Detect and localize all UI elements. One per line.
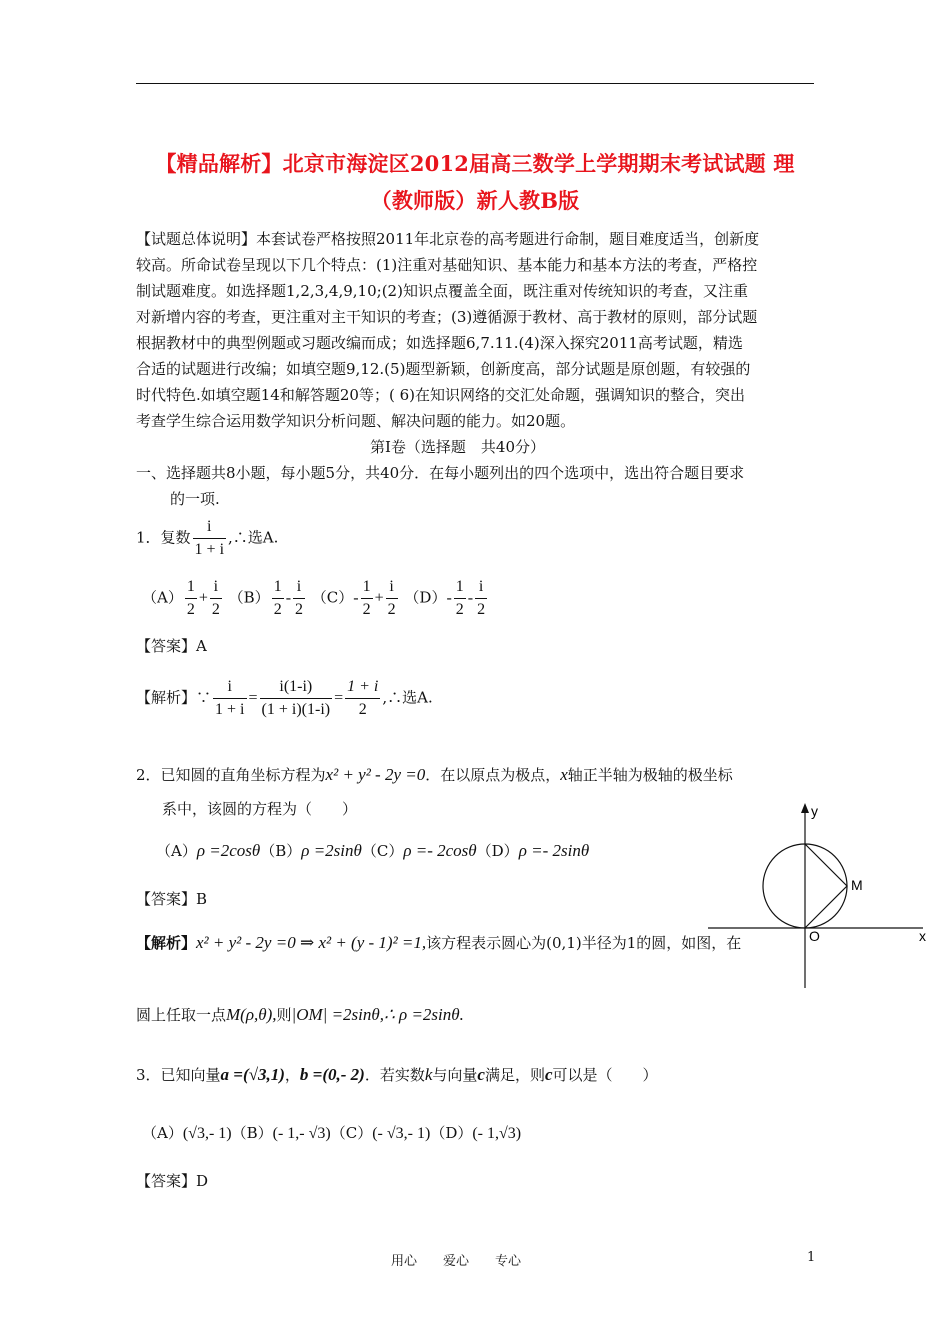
question-2-analysis: 【解析】x² + y² - 2y =0 ⇒ x² + (y - 1)² =1,该方程表示圆心为(0,1)半径为1的圆，如图，在 bbox=[136, 933, 742, 952]
intro-line: 较高。所命试卷呈现以下几个特点：(1)注重对基础知识、基本能力和基本方法的考查，严格控 bbox=[136, 256, 758, 274]
y-label: y bbox=[811, 803, 818, 819]
page-number: 1 bbox=[807, 1250, 816, 1265]
header-rule bbox=[136, 83, 814, 84]
question-2-analysis-cont: 圆上任取一点M(ρ,θ),则|OM| =2sinθ,∴ ρ =2sinθ. bbox=[136, 1005, 464, 1024]
m-label: M bbox=[851, 877, 863, 893]
question-1-options: （A） $\frac{1}{2}$ + $\frac{i}{2}$ （B） $\frac{1}{2}$ - $\frac{i}{2}$ （C）- $\frac{1}{2}$ + $\frac{i}{2}$ （D）- $\frac{1}{2}$ - $\frac{i}{2}$ bbox=[142, 578, 486, 618]
x-label: x bbox=[919, 928, 926, 944]
circle-diagram bbox=[708, 800, 938, 990]
question-2-answer: 【答案】B bbox=[136, 890, 208, 908]
page-title-line-2: （教师版）新人教B版 bbox=[370, 188, 580, 213]
y-axis-arrow bbox=[801, 803, 809, 813]
footer-slogan: 用心 爱心 专心 bbox=[391, 1254, 522, 1269]
intro-line: 对新增内容的考查，更注重对主干知识的考查；(3)遵循源于教材、高于教材的原则，部分试题 bbox=[136, 308, 758, 326]
part-heading: 一、选择题共8小题，每小题5分，共40分．在每小题列出的四个选项中，选出符合题目要求 bbox=[136, 464, 745, 482]
question-1-stem: 1．复数 $\frac{i}{1 + i}$ ,∴选A. bbox=[136, 516, 278, 561]
question-3-answer: 【答案】D bbox=[136, 1172, 209, 1190]
intro-line: 【试题总体说明】本套试卷严格按照2011年北京卷的高考题进行命制，题目难度适当，创新度 bbox=[136, 230, 760, 248]
intro-line: 合适的试题进行改编；如填空题9,12.(5)题型新颖，创新度高，部分试题是原创题，有较强的 bbox=[136, 360, 751, 378]
chord-om bbox=[805, 844, 847, 928]
part-heading-cont: 的一项. bbox=[170, 490, 220, 508]
intro-line: 制试题难度。如选择题1,2,3,4,9,10;(2)知识点覆盖全面，既注重对传统知识的考查，又注重 bbox=[136, 282, 748, 300]
intro-line: 根据教材中的典型例题或习题改编而成；如选择题6,7.11.(4)深入探究2011高考试题，精选 bbox=[136, 334, 743, 352]
o-label: O bbox=[809, 928, 820, 944]
page-title-line-1: 【精品解析】北京市海淀区2012届高三数学上学期期末考试试题 理 bbox=[155, 151, 795, 176]
fraction: $\frac{i}{1 + i}$ bbox=[194, 518, 225, 558]
question-2-stem-cont: 系中，该圆的方程为（ ） bbox=[162, 800, 358, 818]
question-1-analysis: 【解析】∵ $\frac{i}{1 + i}$ = $\frac{i(1-i)}{(1 + i)(1-i)}$ = $\frac{1 + i}{2}$ ,∴选A. bbox=[136, 678, 433, 718]
intro-line: 时代特色.如填空题14和解答题20等；( 6)在知识网络的交汇处命题，强调知识的整合，突出 bbox=[136, 386, 745, 404]
section-title: 第Ⅰ卷（选择题 共40分） bbox=[370, 438, 546, 456]
question-3-stem: 3．已知向量a =(√3,1)，b =(0,- 2)．若实数k与向量c满足，则c可以是（ ） bbox=[136, 1065, 658, 1084]
question-3-options: （A）(√3,- 1)（B）(- 1,- √3)（C）(- √3,- 1)（D）(- 1,√3) bbox=[142, 1124, 522, 1142]
question-1-answer: 【答案】A bbox=[136, 637, 207, 655]
question-2-stem: 2．已知圆的直角坐标方程为x² + y² - 2y =0．在以原点为极点，x轴正半轴为极轴的极坐标 bbox=[136, 765, 733, 784]
intro-line: 考查学生综合运用数学知识分析问题、解决问题的能力。如20题。 bbox=[136, 412, 576, 430]
question-2-options: （A）ρ =2cosθ（B）ρ =2sinθ（C）ρ =- 2cosθ（D）ρ =- 2sinθ bbox=[156, 841, 590, 860]
